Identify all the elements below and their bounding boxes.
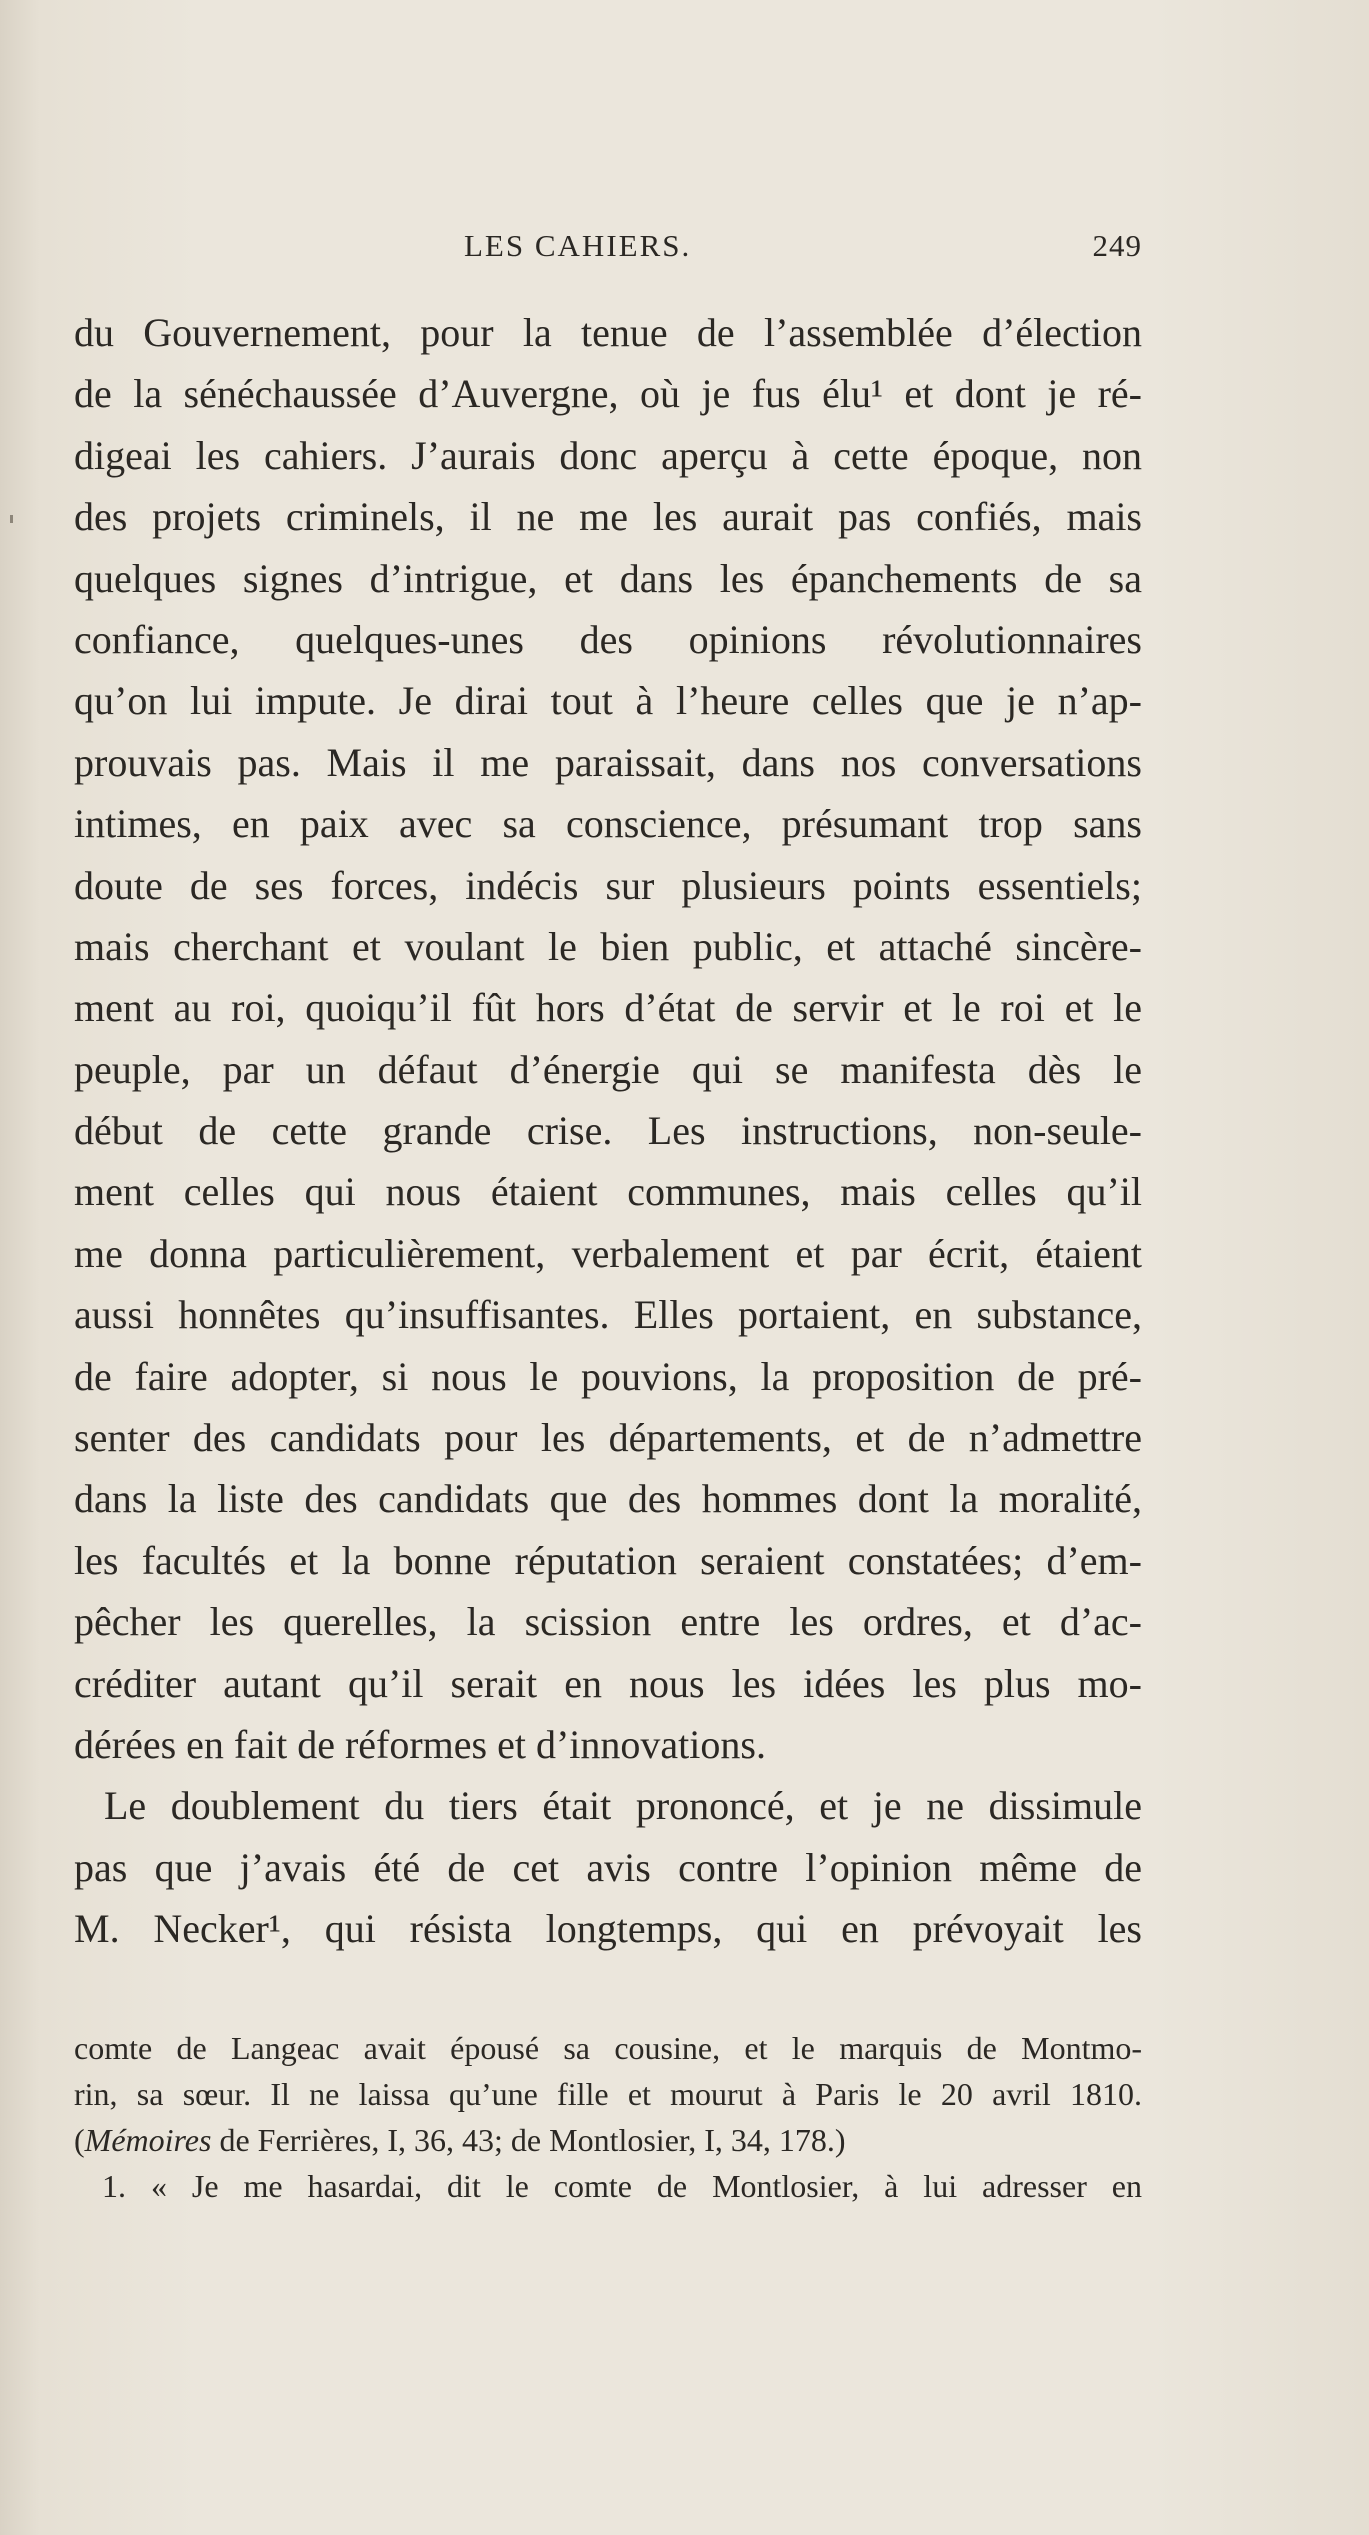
text-line: peuple, par un défaut d’énergie qui se manifesta dès le bbox=[74, 1046, 1142, 1092]
text-line: les facultés et la bonne réputation seraient constatées; d’em- bbox=[74, 1537, 1142, 1583]
footnote-paren: ( bbox=[74, 2122, 85, 2158]
text-line: du Gouvernement, pour la tenue de l’assemblée d’élection bbox=[74, 310, 1142, 355]
text-line: M. Necker¹, qui résista longtemps, qui en prévoyait les bbox=[74, 1906, 1142, 1952]
text-line: mais cherchant et voulant le bien public, et attaché sincère- bbox=[74, 923, 1142, 969]
text-line: me donna particulièrement, verbalement et par écrit, étaient bbox=[74, 1230, 1142, 1276]
text-line: de la sénéchaussée d’Auvergne, où je fus élu¹ et dont je ré- bbox=[74, 371, 1142, 417]
body-text bbox=[74, 302, 1142, 1960]
text-line: début de cette grande crise. Les instructions, non-seule- bbox=[74, 1108, 1142, 1154]
footnote-line: comte de Langeac avait épousé sa cousine, et le marquis de Montmo- bbox=[74, 2030, 1142, 2066]
text-line: prouvais pas. Mais il me paraissait, dans nos conversations bbox=[74, 739, 1142, 785]
footnote-citation: de Ferrières, I, 36, 43; de Montlosier, I, 34, 178.) bbox=[211, 2122, 846, 2158]
text-line: créditer autant qu’il serait en nous les idées les plus mo- bbox=[74, 1660, 1142, 1706]
text-line: pas que j’avais été de cet avis contre l’opinion même de bbox=[74, 1844, 1142, 1890]
text-line: pêcher les querelles, la scission entre les ordres, et d’ac- bbox=[74, 1599, 1142, 1645]
footnotes bbox=[74, 2025, 1142, 2209]
page-header bbox=[74, 228, 1142, 272]
footnote-italic-title: Mémoires bbox=[84, 2122, 212, 2158]
text-line: quelques signes d’intrigue, et dans les épanchements de sa bbox=[74, 555, 1142, 601]
text-line: des projets criminels, il ne me les aurait pas confiés, mais bbox=[74, 494, 1142, 540]
text-line: confiance, quelques-unes des opinions révolutionnaires bbox=[74, 616, 1142, 662]
text-line: qu’on lui impute. Je dirai tout à l’heure celles que je n’ap- bbox=[74, 678, 1142, 724]
margin-mark bbox=[10, 515, 13, 523]
text-line: ment au roi, quoiqu’il fût hors d’état de servir et le roi et le bbox=[74, 985, 1142, 1031]
footnote-line: 1. « Je me hasardai, dit le comte de Montlosier, à lui adresser en bbox=[102, 2168, 1142, 2204]
text-line: aussi honnêtes qu’insuffisantes. Elles portaient, en substance, bbox=[74, 1292, 1142, 1338]
text-line: de faire adopter, si nous le pouvions, la proposition de pré- bbox=[74, 1353, 1142, 1399]
footnote-line: rin, sa sœur. Il ne laissa qu’une fille et mourut à Paris le 20 avril 1810. bbox=[74, 2076, 1142, 2112]
running-title: LES CAHIERS. bbox=[464, 228, 692, 263]
text-line: dans la liste des candidats que des hommes dont la moralité, bbox=[74, 1476, 1142, 1522]
text-line: dérées en fait de réformes et d’innovations. bbox=[74, 1721, 766, 1767]
text-line: ment celles qui nous étaient communes, mais celles qu’il bbox=[74, 1169, 1142, 1215]
page-number: 249 bbox=[1092, 228, 1142, 263]
text-line: digeai les cahiers. J’aurais donc aperçu à cette époque, non bbox=[74, 432, 1142, 478]
footnote-line bbox=[74, 2117, 1142, 2163]
text-line: intimes, en paix avec sa conscience, présumant trop sans bbox=[74, 801, 1142, 847]
text-line: Le doublement du tiers était prononcé, et je ne dissimule bbox=[104, 1783, 1142, 1829]
text-line: doute de ses forces, indécis sur plusieurs points essentiels; bbox=[74, 862, 1142, 908]
text-line: senter des candidats pour les départements, et de n’admettre bbox=[74, 1415, 1142, 1461]
